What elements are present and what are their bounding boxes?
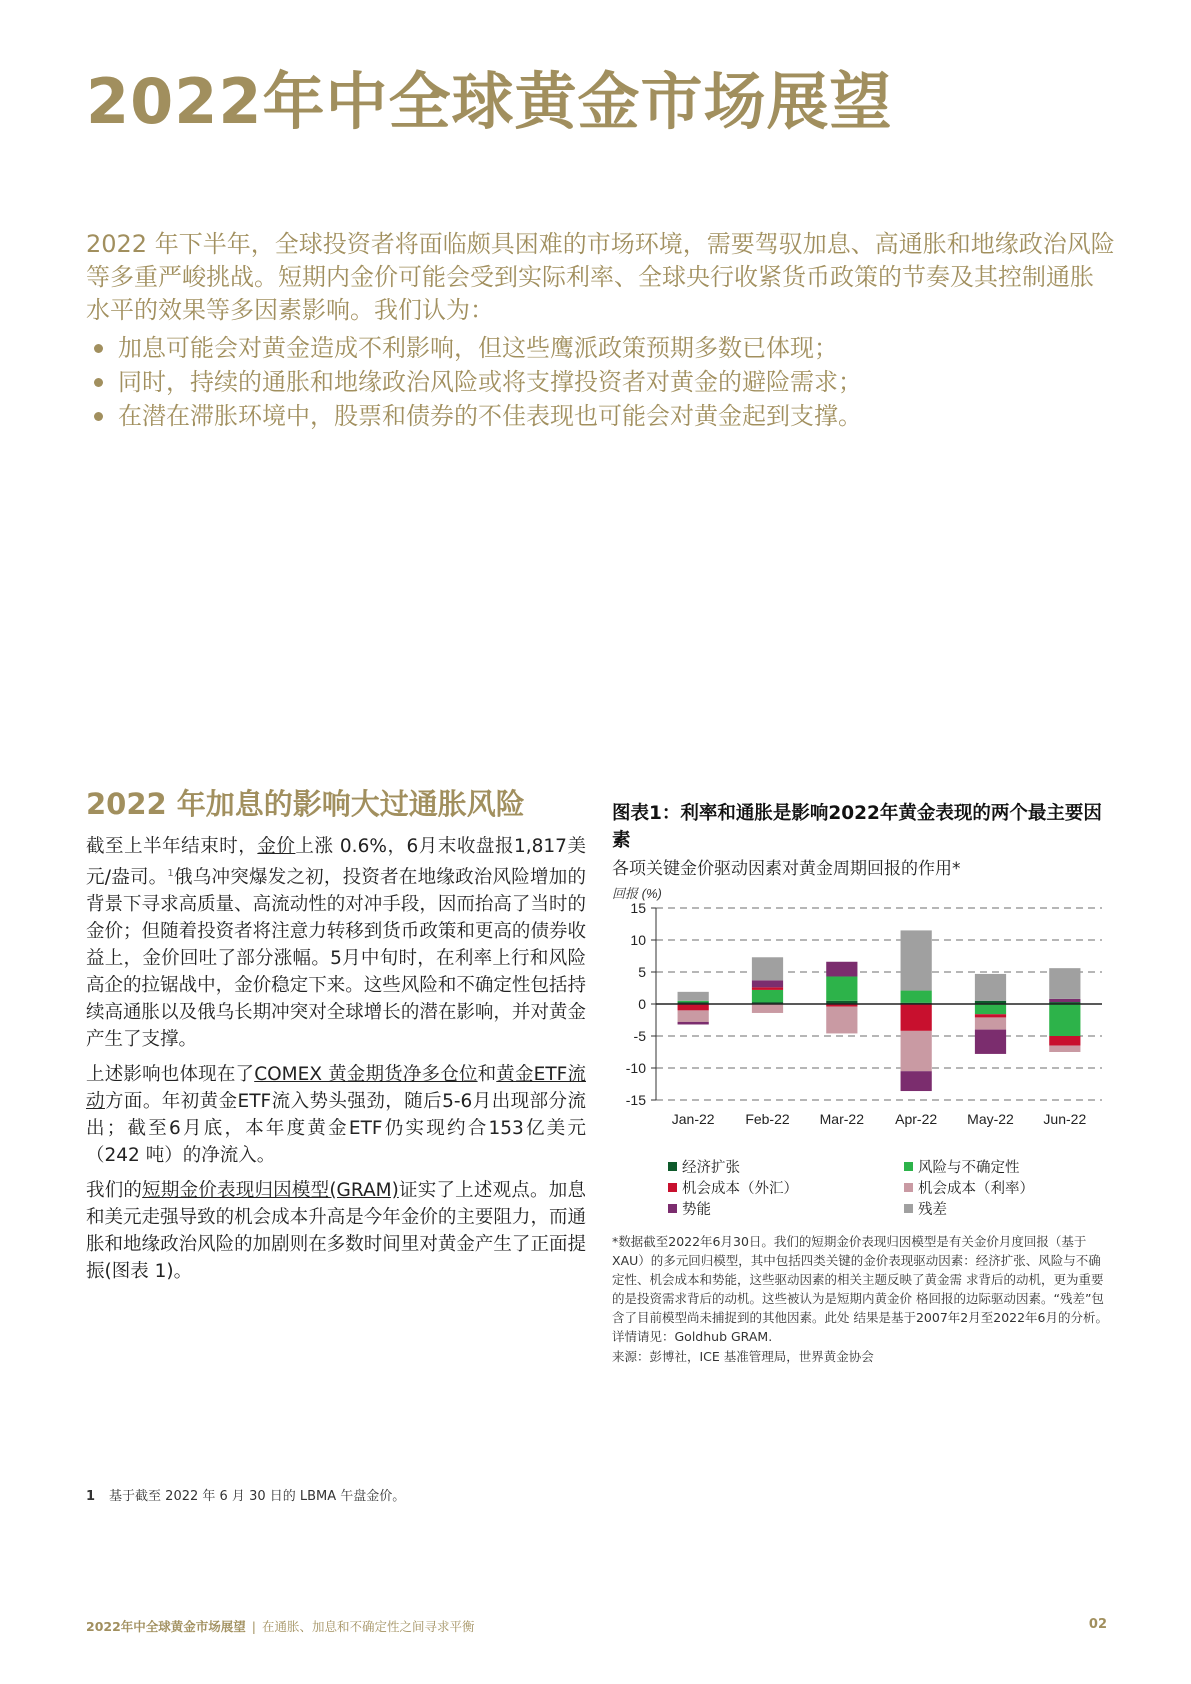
text-run: 方面。年初黄金ETF流入势头强劲，随后5-6月出现部分流出；截至6月底，本年度黄金ETF仍实现约合153亿美元（242 吨）的净流入。 xyxy=(86,1091,586,1167)
body-paragraph-1 xyxy=(86,833,586,1053)
legend-label: 残差 xyxy=(918,1202,947,1218)
bar-segment xyxy=(826,962,857,977)
legend-label: 机会成本（外汇） xyxy=(682,1181,798,1197)
legend-item xyxy=(904,1200,947,1221)
bar-segment xyxy=(1049,999,1080,1002)
legend-item xyxy=(668,1200,711,1221)
bar-segment xyxy=(1049,1036,1080,1046)
section-heading: 2022 年加息的影响大过通胀风险 xyxy=(86,787,525,821)
x-tick-label: Jan-22 xyxy=(671,1111,715,1127)
legend-label: 经济扩张 xyxy=(682,1160,740,1176)
intro-paragraph: 2022 年下半年，全球投资者将面临颇具困难的市场环境，需要驾驭加息、高通胀和地缘政治风险等多重严峻挑战。短期内金价可能会受到实际利率、全球央行收紧货币政策的节奏及其控制通胀水平的效果等多因素影响。我们认为： xyxy=(86,230,1115,324)
bar-segment xyxy=(901,1031,932,1071)
intro-section xyxy=(86,228,1116,433)
bar-segment xyxy=(1049,968,1080,999)
legend-swatch xyxy=(904,1162,913,1171)
body-column xyxy=(86,833,586,1293)
legend-swatch xyxy=(904,1183,913,1192)
legend-label: 势能 xyxy=(682,1202,711,1218)
legend-label: 风险与不确定性 xyxy=(918,1160,1020,1176)
legend-swatch xyxy=(668,1162,677,1171)
body-paragraph-2 xyxy=(86,1061,586,1169)
y-tick-label: 5 xyxy=(638,964,646,980)
figure-source: 来源：彭博社，ICE 基准管理局，世界黄金协会 xyxy=(612,1349,874,1364)
x-tick-label: Jun-22 xyxy=(1043,1111,1087,1127)
bar-segment xyxy=(752,1004,783,1013)
bar-segment xyxy=(678,992,709,1001)
page-footer xyxy=(86,1617,475,1635)
bullet-item: 加息可能会对黄金造成不利影响，但这些鹰派政策预期多数已体现； xyxy=(86,331,1116,365)
text-run: 和 xyxy=(477,1064,497,1086)
bar-segment xyxy=(678,1010,709,1022)
y-axis-label: 回报 (%) xyxy=(612,886,662,901)
body-paragraph-3 xyxy=(86,1177,586,1285)
bar-segment xyxy=(975,1004,1006,1014)
footer-separator: | xyxy=(251,1619,257,1634)
legend-label: 机会成本（利率） xyxy=(918,1181,1034,1197)
text-run: 俄乌冲突爆发之初，投资者在地缘政治风险增加的背景下寻求高质量、高流动性的对冲手段，因而抬高了当时的金价；但随着投资者将注意力转移到货币政策和更高的债券收益上，金价回吐了部分涨幅。5月中旬时，在利率上行和风险高企的拉锯战中，金价稳定下来。这些风险和不确定性包括持续高通胀以及俄乌长期冲突对全球增长的潜在影响，并对黄金产生了支撑。 xyxy=(86,867,586,1051)
y-tick-label: 10 xyxy=(630,932,646,948)
text-run: 截至上半年结束时， xyxy=(86,836,258,857)
bar-segment xyxy=(975,1017,1006,1029)
stacked-bar-chart xyxy=(612,886,1112,1158)
y-tick-label: -5 xyxy=(633,1028,646,1044)
legend-item xyxy=(668,1179,798,1200)
legend-swatch xyxy=(668,1183,677,1192)
text-run: 上涨 0.6%，6月末收盘报1,817美元/盎司。 xyxy=(86,836,586,889)
bar-segment xyxy=(678,1004,709,1010)
page-number: 02 xyxy=(1088,1617,1107,1632)
bar-segment xyxy=(826,976,857,1000)
etf-flows-link[interactable]: 黄金ETF流动 xyxy=(86,1064,586,1113)
bar-segment xyxy=(1049,1046,1080,1052)
y-tick-label: 15 xyxy=(630,900,646,916)
figure-title: 图表1：利率和通胀是影响2022年黄金表现的两个最主要因素 xyxy=(612,803,1102,851)
bar-segment xyxy=(752,987,783,990)
comex-positions-link[interactable]: COMEX 黄金期货净多仓位 xyxy=(254,1064,478,1086)
bar-segment xyxy=(901,930,932,990)
bullet-item: 同时，持续的通胀和地缘政治风险或将支撑投资者对黄金的避险需求； xyxy=(86,365,1116,399)
footnote xyxy=(86,1485,405,1504)
bar-segment xyxy=(901,991,932,1003)
x-tick-label: May-22 xyxy=(967,1111,1014,1127)
footnote-ref[interactable]: 1 xyxy=(167,868,174,879)
gold-price-link[interactable]: 金价 xyxy=(257,836,296,857)
footer-doc-title: 2022年中全球黄金市场展望 xyxy=(86,1619,246,1634)
y-tick-label: -10 xyxy=(625,1060,646,1076)
y-tick-label: 0 xyxy=(638,996,646,1012)
footer-subtitle: 在通胀、加息和不确定性之间寻求平衡 xyxy=(262,1619,475,1634)
page-title: 2022年中全球黄金市场展望 xyxy=(86,65,893,138)
figure-subtitle: 各项关键金价驱动因素对黄金周期回报的作用* xyxy=(612,859,961,879)
text-run: 我们的 xyxy=(86,1180,143,1202)
bar-segment xyxy=(901,1004,932,1031)
bar-segment xyxy=(975,974,1006,1001)
footnote-number: 1 xyxy=(86,1489,96,1504)
gram-link[interactable]: 短期金价表现归因模型(GRAM) xyxy=(142,1180,399,1202)
bar-segment xyxy=(678,1022,709,1025)
footnote-text: 基于截至 2022 年 6 月 30 日的 LBMA 午盘金价。 xyxy=(109,1489,406,1504)
bar-segment xyxy=(752,990,783,1002)
text-run: 证实了上述观点。加息和美元走强导致的机会成本升高是今年金价的主要阻力，而通胀和地缘政治风险的加剧则在多数时间里对黄金产生了正面提振(图表 1)。 xyxy=(86,1180,586,1283)
bar-segment xyxy=(901,1071,932,1091)
intro-bullet-list xyxy=(86,331,1116,433)
bar-segment xyxy=(752,957,783,980)
x-tick-label: Feb-22 xyxy=(745,1111,790,1127)
legend-item xyxy=(904,1158,1020,1179)
legend-swatch xyxy=(904,1204,913,1213)
figure-note: *数据截至2022年6月30日。我们的短期金价表现归因模型是有关金价月度回报（基于 XAU）的多元回归模型，其中包括四类关键的金价表现驱动因素：经济扩张、风险与不确定性、机会成本和势能，这些驱动因素的相关主题反映了黄金需 求背后的动机，更为重要的是投资需求背后的动机。这些被认为是短期内黄金价 格回报的边际驱动因素。“残差”包含了目前模型尚未捕捉到的其他因素。此处 结果是基于2007年2月至2022年6月的分析。 详情请见：Goldhub GRAM. xyxy=(612,1234,1109,1344)
legend-swatch xyxy=(668,1204,677,1213)
legend-item xyxy=(904,1179,1034,1200)
bar-segment xyxy=(975,1014,1006,1017)
bar-segment xyxy=(1049,1004,1080,1036)
text-run: 上述影响也体现在了 xyxy=(86,1064,255,1086)
bar-segment xyxy=(678,1001,709,1002)
y-tick-label: -15 xyxy=(625,1092,646,1108)
x-tick-label: Mar-22 xyxy=(819,1111,865,1127)
bar-segment xyxy=(826,1007,857,1034)
x-tick-label: Apr-22 xyxy=(895,1111,938,1127)
legend-item xyxy=(668,1158,740,1179)
bar-segment xyxy=(975,1030,1006,1054)
bullet-item: 在潜在滞胀环境中，股票和债券的不佳表现也可能会对黄金起到支撑。 xyxy=(86,399,1116,433)
bar-segment xyxy=(752,980,783,987)
